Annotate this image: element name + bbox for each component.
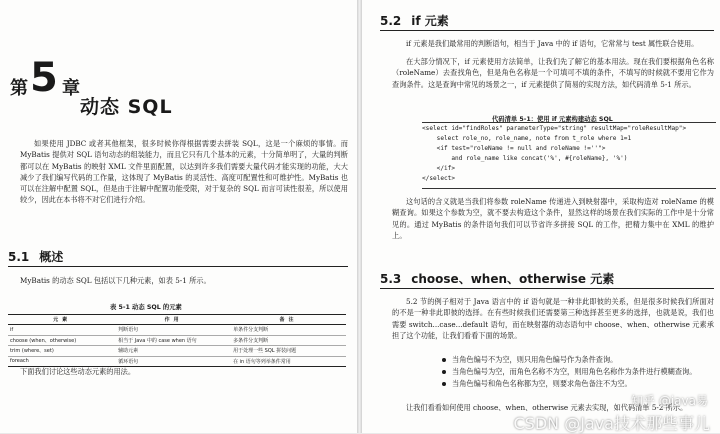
section-rule — [8, 266, 348, 267]
list-item — [442, 378, 696, 390]
section-rule — [380, 30, 714, 31]
table-cell: 在 in 语句等列举条件常用 — [231, 356, 346, 367]
table-row — [8, 335, 346, 346]
list-item-text: 当角色编号不为空，则只用角色编号作为条件查询。 — [452, 355, 618, 364]
table-header-row — [8, 315, 346, 325]
section-number: 5.2 — [380, 14, 402, 28]
table-row — [8, 346, 346, 357]
code-rule-bottom — [422, 188, 716, 189]
table-cell: 用于处理一些 SQL 拼装问题 — [231, 346, 346, 357]
code-line: </select> — [422, 175, 456, 182]
choose-paragraph-2: 让我们看看如何使用 choose、when、otherwise 元素去实现，如代码清单 5-2 所示。 — [406, 403, 688, 412]
bullet-icon — [442, 370, 446, 374]
table-cell: 辅助元素 — [116, 346, 231, 357]
code-line: and role_name like concat('%', #{roleName}, '%') — [422, 155, 628, 162]
csdn-watermark: CSDN @Java技术那些事儿 — [513, 414, 710, 433]
section-heading-5-1 — [8, 248, 63, 265]
chapter-title: 动态 SQL — [80, 96, 173, 118]
chapter-prefix: 第 — [10, 78, 28, 99]
code-line: <if test="roleName != null and roleName !=''"> — [422, 145, 606, 152]
table-row — [8, 325, 346, 336]
code-rule-top — [422, 122, 716, 123]
section-title: choose、when、otherwise 元素 — [411, 272, 615, 286]
section-rule — [380, 288, 714, 289]
bullet-icon — [442, 358, 446, 362]
section-paragraph: MyBatis 的动态 SQL 包括以下几种元素，如表 5-1 所示。 — [20, 276, 211, 285]
code-caption: 代码清单 5-1：使用 if 元素构建动态 SQL — [492, 116, 613, 123]
code-line: select role_no, role_name, note from t_role where 1=1 — [422, 135, 632, 142]
code-listing — [422, 124, 716, 188]
if-paragraph-2: 在大部分情况下，if 元素使用方法简单，让我们先了解它的基本用法。现在我们要根据角色名称（roleName）去查找角色，但是角色名称是一个可填可不填的条件，不填写的时候就不要用它作为查询条件。这是查询中常见的场景之一，if 元素提供了简易的实现方法，如代码清单 5-1 所示。 — [392, 57, 714, 89]
section-heading-5-2 — [380, 12, 449, 29]
code-line: <select id="findRoles" parameterType="string" resultMap="roleResultMap"> — [422, 125, 687, 132]
list-item-text: 当角色编号为空，而角色名称不为空，则用角色名称作为条件进行模糊查询。 — [452, 367, 697, 376]
table-header: 作用 — [116, 315, 231, 325]
chapter-suffix: 章 — [62, 78, 80, 99]
closing-paragraph: 下面我们讨论这些动态元素的用法。 — [20, 367, 136, 376]
choose-paragraph: 5.2 节的例子相对于 Java 语言中的 if 语句就是一种非此即彼的关系，但是很多时候我们所面对的不是一种非此即彼的选择。在有些时候我们还需要第三种选择甚至更多的选择，也就是说，我们也需要 switch...case...default 语句，而在映射器的动态语句中 choose、when、otherwise 元素承担了这个功能，让我们看看下面的场景。 — [392, 297, 714, 340]
table-row — [8, 356, 346, 367]
zhihu-watermark: 知乎 @java易 — [631, 394, 708, 408]
list-item — [442, 354, 696, 366]
intro-paragraph: 如果使用 JDBC 或者其他框架，很多时候你得根据需要去拼装 SQL，这是一个麻烦的事情。而 MyBatis 提供对 SQL 语句动态的组装能力，而且它只有几个基本的元素，十分简单明了，大量的判断都可以在 MyBatis 的映射 XML 文件里面配置，以达到许多我们需要大量代码才能实现的功能，大大减少了我们编写代码的工作量，这体现了 MyBatis 的灵活性、高度可配置性和可维护性。MyBatis 也可以在注解中配置 SQL，但是由于注解中配置功能受限，对于复杂的 SQL 而言可读性很差，所以使用较少，因此在本书将不对它们进行介绍。 — [20, 139, 348, 205]
table-cell: if — [8, 325, 116, 336]
table-cell: 多条件分支判断 — [231, 335, 346, 346]
code-line: </if> — [422, 165, 456, 172]
scenario-list — [442, 354, 696, 390]
list-item — [442, 366, 696, 378]
table-cell: 判断语句 — [116, 325, 231, 336]
table-header: 元素 — [8, 315, 116, 325]
table-cell: choose (when、otherwise) — [8, 335, 116, 346]
left-page — [0, 0, 357, 433]
if-paragraph-3: 这句话的含义就是当我们将参数 roleName 传递进入到映射器中，采取构造对 roleName 的模糊查询。如果这个参数为空，就不要去构造这个条件，显然这样的场景在我们实际的工作中是十分常见的。通过 MyBatis 的条件语句我们可以节省许多拼接 SQL 的工作，把精力集中在 XML 的维护上。 — [392, 197, 714, 240]
table-cell: trim (where、set) — [8, 346, 116, 357]
section-title: if 元素 — [411, 14, 449, 28]
table-caption: 表 5-1 动态 SQL 的元素 — [110, 304, 182, 311]
section-heading-5-3 — [380, 270, 614, 287]
chapter-number: 5 — [30, 55, 58, 101]
if-paragraph-1: if 元素是我们最常用的判断语句，相当于 Java 中的 if 语句，它常常与 test 属性联合使用。 — [406, 39, 699, 48]
table-cell: 相当于 Java 中的 case when 语句 — [116, 335, 231, 346]
elements-table — [8, 314, 346, 367]
bullet-icon — [442, 382, 446, 386]
table-cell: foreach — [8, 356, 116, 367]
right-page — [362, 0, 720, 433]
table-cell: 循环语句 — [116, 356, 231, 367]
list-item-text: 当角色编号和角色名称都为空，则要求角色备注不为空。 — [452, 379, 632, 388]
section-number: 5.1 — [8, 250, 30, 264]
section-number: 5.3 — [380, 272, 402, 286]
table-header: 备注 — [231, 315, 346, 325]
table-cell: 单条件分支判断 — [231, 325, 346, 336]
section-title: 概述 — [39, 250, 64, 264]
